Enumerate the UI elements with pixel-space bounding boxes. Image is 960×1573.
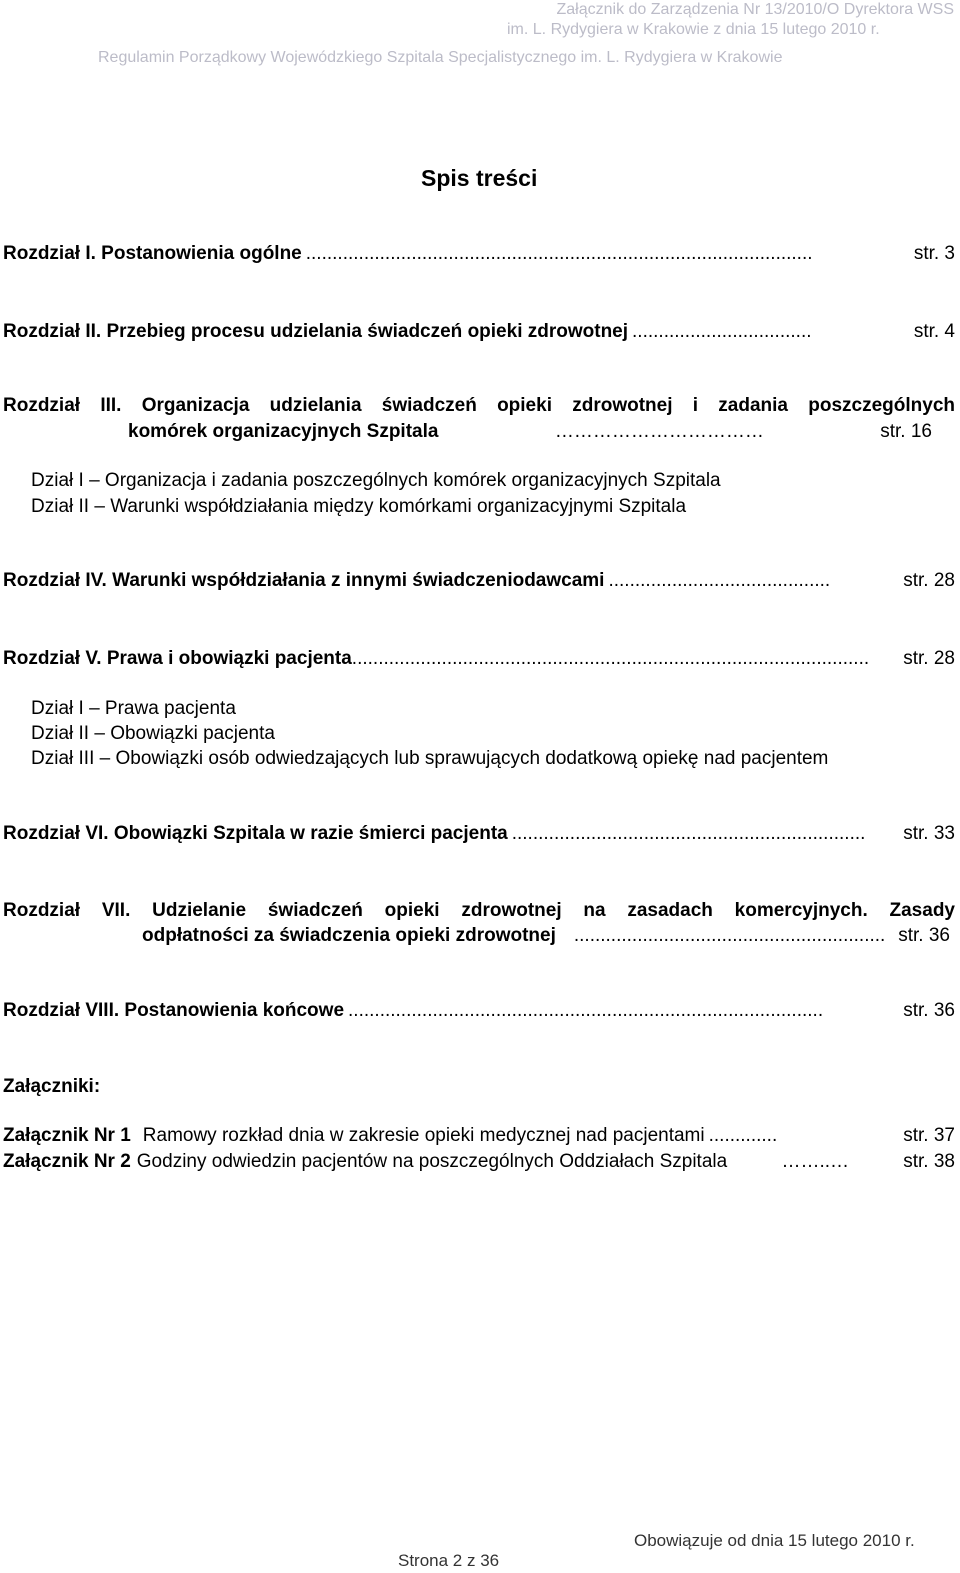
toc-entry-ch7-line2[interactable] bbox=[142, 925, 950, 947]
attachment-text: Godziny odwiedzin pacjentów na poszczególnych Oddziałach Szpitala bbox=[136, 1151, 728, 1172]
toc-entry-ch7-line1[interactable] bbox=[3, 900, 955, 922]
toc-leader: .................................................................................................. bbox=[351, 648, 870, 669]
toc-label: Rozdział V. Prawa i obowiązki pacjenta bbox=[3, 648, 352, 669]
toc-label: Rozdział VII. Udzielanie świadczeń opieki zdrowotnej na zasadach komercyjnych. Zasady bbox=[3, 900, 955, 921]
toc-label: Rozdział II. Przebieg procesu udzielania świadczeń opieki zdrowotnej bbox=[3, 321, 629, 342]
toc-subentry[interactable]: Dział I – Prawa pacjenta bbox=[31, 698, 236, 719]
toc-leader: ............. bbox=[708, 1125, 778, 1146]
toc-page: str. 36 bbox=[903, 1000, 955, 1021]
toc-page: str. 33 bbox=[903, 823, 955, 844]
toc-page: str. 36 bbox=[898, 925, 950, 946]
toc-label: Rozdział VI. Obowiązki Szpitala w razie śmierci pacjenta bbox=[3, 823, 508, 844]
attachment-text: Ramowy rozkład dnia w zakresie opieki medycznej nad pacjentami bbox=[142, 1125, 705, 1146]
toc-label: odpłatności za świadczenia opieki zdrowotnej bbox=[142, 925, 556, 946]
toc-entry-ch1[interactable] bbox=[3, 243, 955, 265]
page-title: Spis treści bbox=[421, 165, 538, 191]
toc-page: str. 28 bbox=[903, 570, 955, 591]
attachments-heading: Załączniki: bbox=[3, 1076, 101, 1097]
toc-entry-ch2[interactable] bbox=[3, 321, 955, 343]
toc-page: str. 28 bbox=[903, 648, 955, 669]
header-line-1: Załącznik do Zarządzenia Nr 13/2010/O Dyrektora WSS bbox=[556, 1, 954, 18]
toc-leader: …………………………… bbox=[554, 421, 764, 442]
toc-leader: .................................. bbox=[632, 321, 812, 342]
toc-subentry[interactable]: Dział II – Obowiązki pacjenta bbox=[31, 723, 275, 744]
toc-entry-ch8[interactable] bbox=[3, 1000, 955, 1022]
toc-label: Rozdział I. Postanowienia ogólne bbox=[3, 243, 302, 264]
toc-leader: .......................................................................................... bbox=[348, 1000, 824, 1021]
header-line-2: im. L. Rydygiera w Krakowie z dnia 15 lutego 2010 r. bbox=[507, 21, 880, 38]
toc-label: Rozdział III. Organizacja udzielania świadczeń opieki zdrowotnej i zadania poszczególnych bbox=[3, 395, 955, 416]
toc-page: str. 38 bbox=[903, 1151, 955, 1172]
toc-leader: ................................................................... bbox=[511, 823, 866, 844]
toc-page: str. 3 bbox=[913, 243, 955, 264]
attachment-label: Załącznik Nr 2 bbox=[3, 1151, 131, 1172]
toc-label: Rozdział IV. Warunki współdziałania z innymi świadczeniodawcami bbox=[3, 570, 605, 591]
attachment-entry-1[interactable] bbox=[3, 1125, 955, 1147]
toc-label: Rozdział VIII. Postanowienia końcowe bbox=[3, 1000, 345, 1021]
footer-effective-date: Obowiązuje od dnia 15 lutego 2010 r. bbox=[634, 1531, 915, 1550]
toc-label: komórek organizacyjnych Szpitala bbox=[128, 421, 439, 442]
toc-entry-ch3-line2[interactable] bbox=[128, 421, 932, 443]
toc-leader: ........................................................... bbox=[573, 925, 886, 946]
toc-leader: ……..… bbox=[781, 1151, 849, 1172]
attachment-entry-2[interactable] bbox=[3, 1151, 955, 1173]
toc-subentry[interactable]: Dział III – Obowiązki osób odwiedzających lub sprawujących dodatkową opiekę nad pacjentem bbox=[31, 748, 829, 769]
attachment-label: Załącznik Nr 1 bbox=[3, 1125, 131, 1146]
toc-page: str. 37 bbox=[903, 1125, 955, 1146]
toc-entry-ch6[interactable] bbox=[3, 823, 955, 845]
toc-entry-ch4[interactable] bbox=[3, 570, 955, 592]
header-line-3: Regulamin Porządkowy Wojewódzkiego Szpitala Specjalistycznego im. L. Rydygiera w Krakowie bbox=[98, 49, 783, 66]
toc-entry-ch3-line1[interactable] bbox=[3, 395, 955, 417]
toc-page: str. 4 bbox=[913, 321, 955, 342]
toc-page: str. 16 bbox=[880, 421, 932, 442]
toc-subentry[interactable]: Dział I – Organizacja i zadania poszczególnych komórek organizacyjnych Szpitala bbox=[31, 470, 721, 491]
toc-subentry[interactable]: Dział II – Warunki współdziałania między komórkami organizacyjnymi Szpitala bbox=[31, 496, 687, 517]
footer-page-number: Strona 2 z 36 bbox=[398, 1551, 500, 1570]
toc-leader: .......................................... bbox=[608, 570, 831, 591]
toc-leader: ................................................................................................ bbox=[305, 243, 813, 264]
toc-entry-ch5[interactable] bbox=[3, 648, 955, 670]
